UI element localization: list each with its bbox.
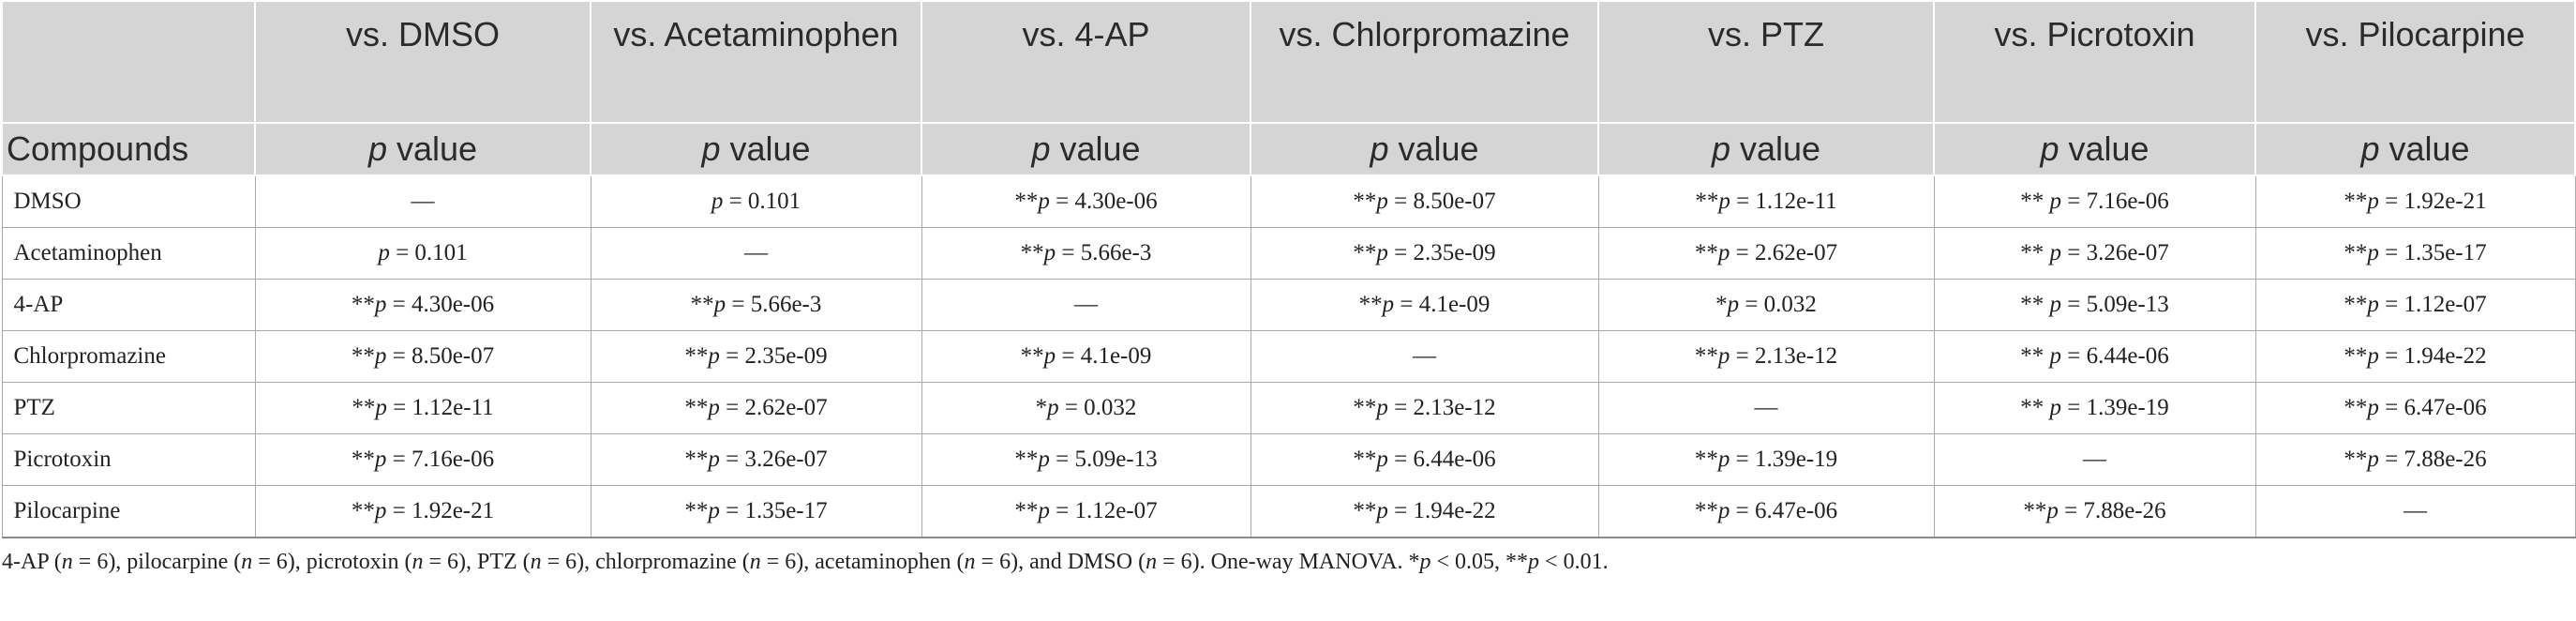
table-cell: **p = 6.44e-06 (1251, 434, 1598, 486)
value-label: value (1388, 129, 1479, 168)
p-symbol: p (1370, 129, 1389, 168)
table-cell: **p = 1.12e-07 (921, 486, 1251, 538)
header-vs-chlorpromazine: vs. Chlorpromazine (1251, 1, 1598, 123)
header-vs-4ap: vs. 4-AP (921, 1, 1251, 123)
table-cell: ** p = 1.39e-19 (1934, 383, 2255, 434)
row-label: Pilocarpine (2, 486, 255, 538)
table-row-ptz (2, 383, 2575, 434)
value-label: value (2059, 129, 2149, 168)
p-symbol: p (1031, 129, 1051, 168)
value-label: value (386, 129, 478, 168)
table-row-pilocarpine (2, 486, 2575, 538)
table-cell: **p = 2.13e-12 (1598, 331, 1934, 383)
header-p-value (591, 123, 921, 175)
table-cell: **p = 7.88e-26 (1934, 486, 2255, 538)
table-cell: **p = 3.26e-07 (591, 434, 921, 486)
table-cell: **p = 1.92e-21 (255, 486, 591, 538)
table-cell: **p = 1.39e-19 (1598, 434, 1934, 486)
table-cell: **p = 4.1e-09 (1251, 280, 1598, 331)
table-cell: **p = 2.35e-09 (591, 331, 921, 383)
table-cell: **p = 1.35e-17 (2255, 228, 2575, 280)
p-symbol: p (1711, 129, 1730, 168)
p-symbol: p (2040, 129, 2059, 168)
header-corner-cell (2, 1, 255, 123)
table-cell: **p = 5.66e-3 (591, 280, 921, 331)
pairwise-comparison-table (1, 0, 2576, 538)
table-cell: **p = 4.1e-09 (921, 331, 1251, 383)
table-cell: **p = 5.09e-13 (921, 434, 1251, 486)
header-vs-picrotoxin: vs. Picrotoxin (1934, 1, 2255, 123)
table-cell: p = 0.101 (591, 175, 921, 228)
table-cell: — (2255, 486, 2575, 538)
table-cell: ** p = 5.09e-13 (1934, 280, 2255, 331)
table-cell: — (591, 228, 921, 280)
header-p-value (1934, 123, 2255, 175)
header-vs-acetaminophen: vs. Acetaminophen (591, 1, 921, 123)
table-footnote: 4-AP (n = 6), pilocarpine (n = 6), picrotoxin (n = 6), PTZ (n = 6), chlorpromazine (n = 6), acetaminophen (n = 6), and DMSO (n = 6). One-way MANOVA. *p < 0.05, **p < 0.01. (2, 550, 1609, 574)
table-cell: **p = 7.16e-06 (255, 434, 591, 486)
table-cell: ** p = 6.44e-06 (1934, 331, 2255, 383)
table-cell: ** p = 7.16e-06 (1934, 175, 2255, 228)
table-cell: **p = 5.66e-3 (921, 228, 1251, 280)
table-cell: — (1598, 383, 1934, 434)
header-p-value (2255, 123, 2575, 175)
table-cell: — (1934, 434, 2255, 486)
row-label: Acetaminophen (2, 228, 255, 280)
p-symbol: p (701, 129, 721, 168)
table-row-picrotoxin (2, 434, 2575, 486)
table-cell: **p = 8.50e-07 (1251, 175, 1598, 228)
table-cell: **p = 1.92e-21 (2255, 175, 2575, 228)
table-cell: **p = 6.47e-06 (2255, 383, 2575, 434)
row-label: PTZ (2, 383, 255, 434)
table-cell: **p = 2.62e-07 (591, 383, 921, 434)
table-row-4ap (2, 280, 2575, 331)
row-label: Picrotoxin (2, 434, 255, 486)
table-cell: **p = 6.47e-06 (1598, 486, 1934, 538)
row-label: 4-AP (2, 280, 255, 331)
table-cell: **p = 4.30e-06 (255, 280, 591, 331)
table-cell: **p = 4.30e-06 (921, 175, 1251, 228)
header-vs-dmso: vs. DMSO (255, 1, 591, 123)
table-cell: **p = 1.94e-22 (2255, 331, 2575, 383)
p-symbol: p (2360, 129, 2380, 168)
table-cell: **p = 7.88e-26 (2255, 434, 2575, 486)
row-label: Chlorpromazine (2, 331, 255, 383)
value-label: value (1050, 129, 1141, 168)
header-row-comparisons (2, 1, 2575, 123)
table-row-chlorpromazine (2, 331, 2575, 383)
table-cell: — (255, 175, 591, 228)
table-cell: p = 0.101 (255, 228, 591, 280)
table-cell: **p = 1.12e-11 (1598, 175, 1934, 228)
value-label: value (720, 129, 811, 168)
table-row-acetaminophen (2, 228, 2575, 280)
table-cell: **p = 2.62e-07 (1598, 228, 1934, 280)
table-cell: *p = 0.032 (1598, 280, 1934, 331)
header-p-value (1251, 123, 1598, 175)
table-cell: **p = 1.94e-22 (1251, 486, 1598, 538)
header-p-value (255, 123, 591, 175)
table-cell: *p = 0.032 (921, 383, 1251, 434)
header-p-value (1598, 123, 1934, 175)
header-vs-ptz: vs. PTZ (1598, 1, 1934, 123)
table-cell: — (921, 280, 1251, 331)
table-cell: ** p = 3.26e-07 (1934, 228, 2255, 280)
header-compounds: Compounds (2, 123, 255, 175)
table-cell: **p = 2.35e-09 (1251, 228, 1598, 280)
table-cell: **p = 2.13e-12 (1251, 383, 1598, 434)
table-cell: **p = 8.50e-07 (255, 331, 591, 383)
table-cell: **p = 1.12e-07 (2255, 280, 2575, 331)
table-cell: **p = 1.35e-17 (591, 486, 921, 538)
table-row-dmso (2, 175, 2575, 228)
value-label: value (1730, 129, 1821, 168)
value-label: value (2379, 129, 2470, 168)
table-cell: — (1251, 331, 1598, 383)
table-cell: **p = 1.12e-11 (255, 383, 591, 434)
header-row-subheaders (2, 123, 2575, 175)
header-p-value (921, 123, 1251, 175)
p-symbol: p (367, 129, 387, 168)
row-label: DMSO (2, 175, 255, 228)
header-vs-pilocarpine: vs. Pilocarpine (2255, 1, 2575, 123)
